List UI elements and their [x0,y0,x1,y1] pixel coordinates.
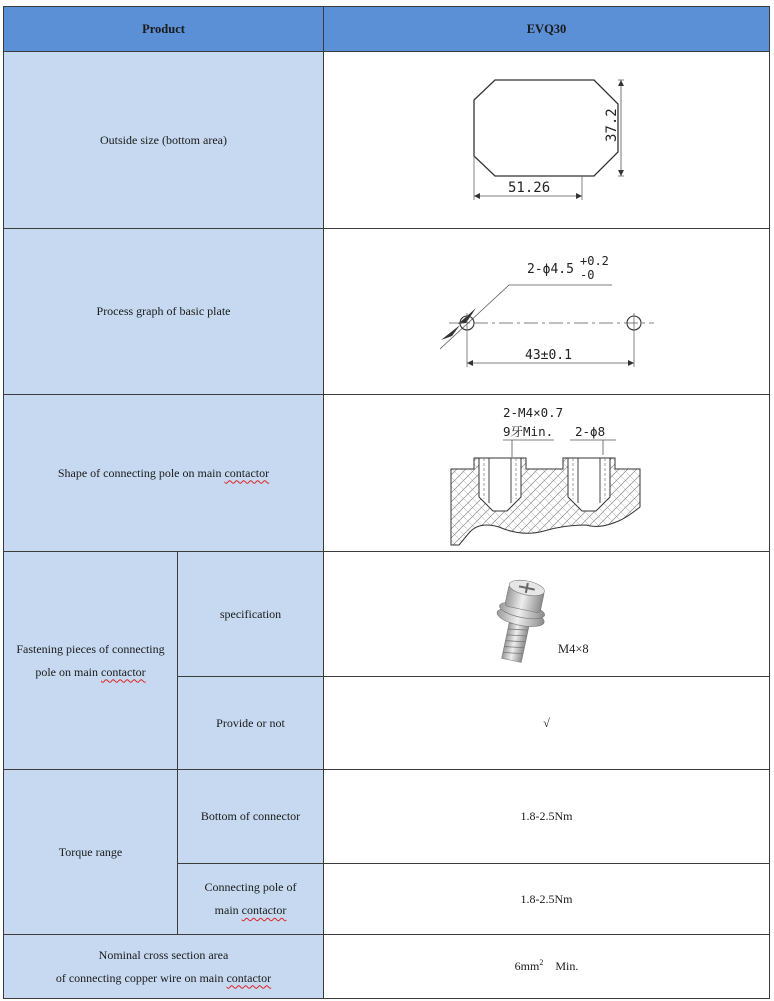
pole-shape-label: Shape of connecting pole on main contactor [57,465,270,480]
process-graph-drawing [324,229,769,394]
torque-bottom-label-cell [177,769,324,864]
process-graph-label-cell [3,228,324,395]
octagon-outline [474,80,618,176]
height-dim-text: 37.2 [604,108,620,142]
fastening-provide-label-cell [177,676,324,770]
fastening-group-label-cell [3,551,178,770]
thread-depth-text: 9牙Min. [503,424,554,439]
outside-size-label: Outside size (bottom area) [100,132,227,147]
fastening-spec-label: specification [219,606,282,621]
fastening-provide-label: Provide or not [216,715,285,730]
pole-diameter-text: 2-ϕ8 [575,424,606,439]
fastening-spec-label-cell [177,551,324,677]
torque-group-label-cell [3,769,178,935]
width-dim-text: 51.26 [508,180,551,196]
header-model-cell [323,6,770,52]
outside-size-label-cell [3,51,324,229]
cross-section-value: $6mm^2$ Min. [514,958,579,973]
pole-shape-drawing-cell [323,394,770,552]
fastening-group-label: Fastening pieces of connecting pole on main contactor [16,641,165,679]
outside-size-drawing [324,52,769,228]
torque-pole-value: 1.8-2.5Nm [520,891,573,906]
process-graph-label: Process graph of basic plate [96,304,231,318]
screw-image [324,552,769,676]
torque-bottom-value-cell [323,769,770,864]
spacing-dim-text: 43±0.1 [525,348,572,363]
torque-bottom-label: Bottom of connector [200,809,301,823]
provide-checkmark: √ [543,715,550,730]
fastening-provide-value-cell [323,676,770,770]
cross-section-value-cell [323,934,770,999]
torque-group-label: Torque range [58,844,123,859]
torque-pole-label-cell [177,863,324,935]
torque-pole-value-cell [323,863,770,935]
hole-tol-upper: +0.2 [580,254,609,268]
header-model-label: EVQ30 [526,21,567,36]
right-pole [568,458,610,511]
cross-section-label-cell [3,934,324,999]
cross-section-label: Nominal cross section area of connecting copper wire on main contactor [55,947,272,985]
torque-pole-label: Connecting pole of main contactor [204,880,297,917]
torque-bottom-value: 1.8-2.5Nm [520,809,573,823]
left-pole [479,458,521,511]
hole-spec-text: 2-ϕ4.5 [527,262,574,277]
fastening-spec-value-cell [323,551,770,677]
outside-size-drawing-cell [323,51,770,229]
screw-spec-text: M4×8 [558,642,589,656]
pole-shape-drawing [324,395,769,551]
thread-spec-text: 2-M4×0.7 [503,405,564,420]
header-product-label: Product [142,21,185,36]
header-product-cell [3,6,324,52]
process-graph-drawing-cell [323,228,770,395]
pole-shape-label-cell [3,394,324,552]
hole-tol-lower: -0 [580,268,595,282]
